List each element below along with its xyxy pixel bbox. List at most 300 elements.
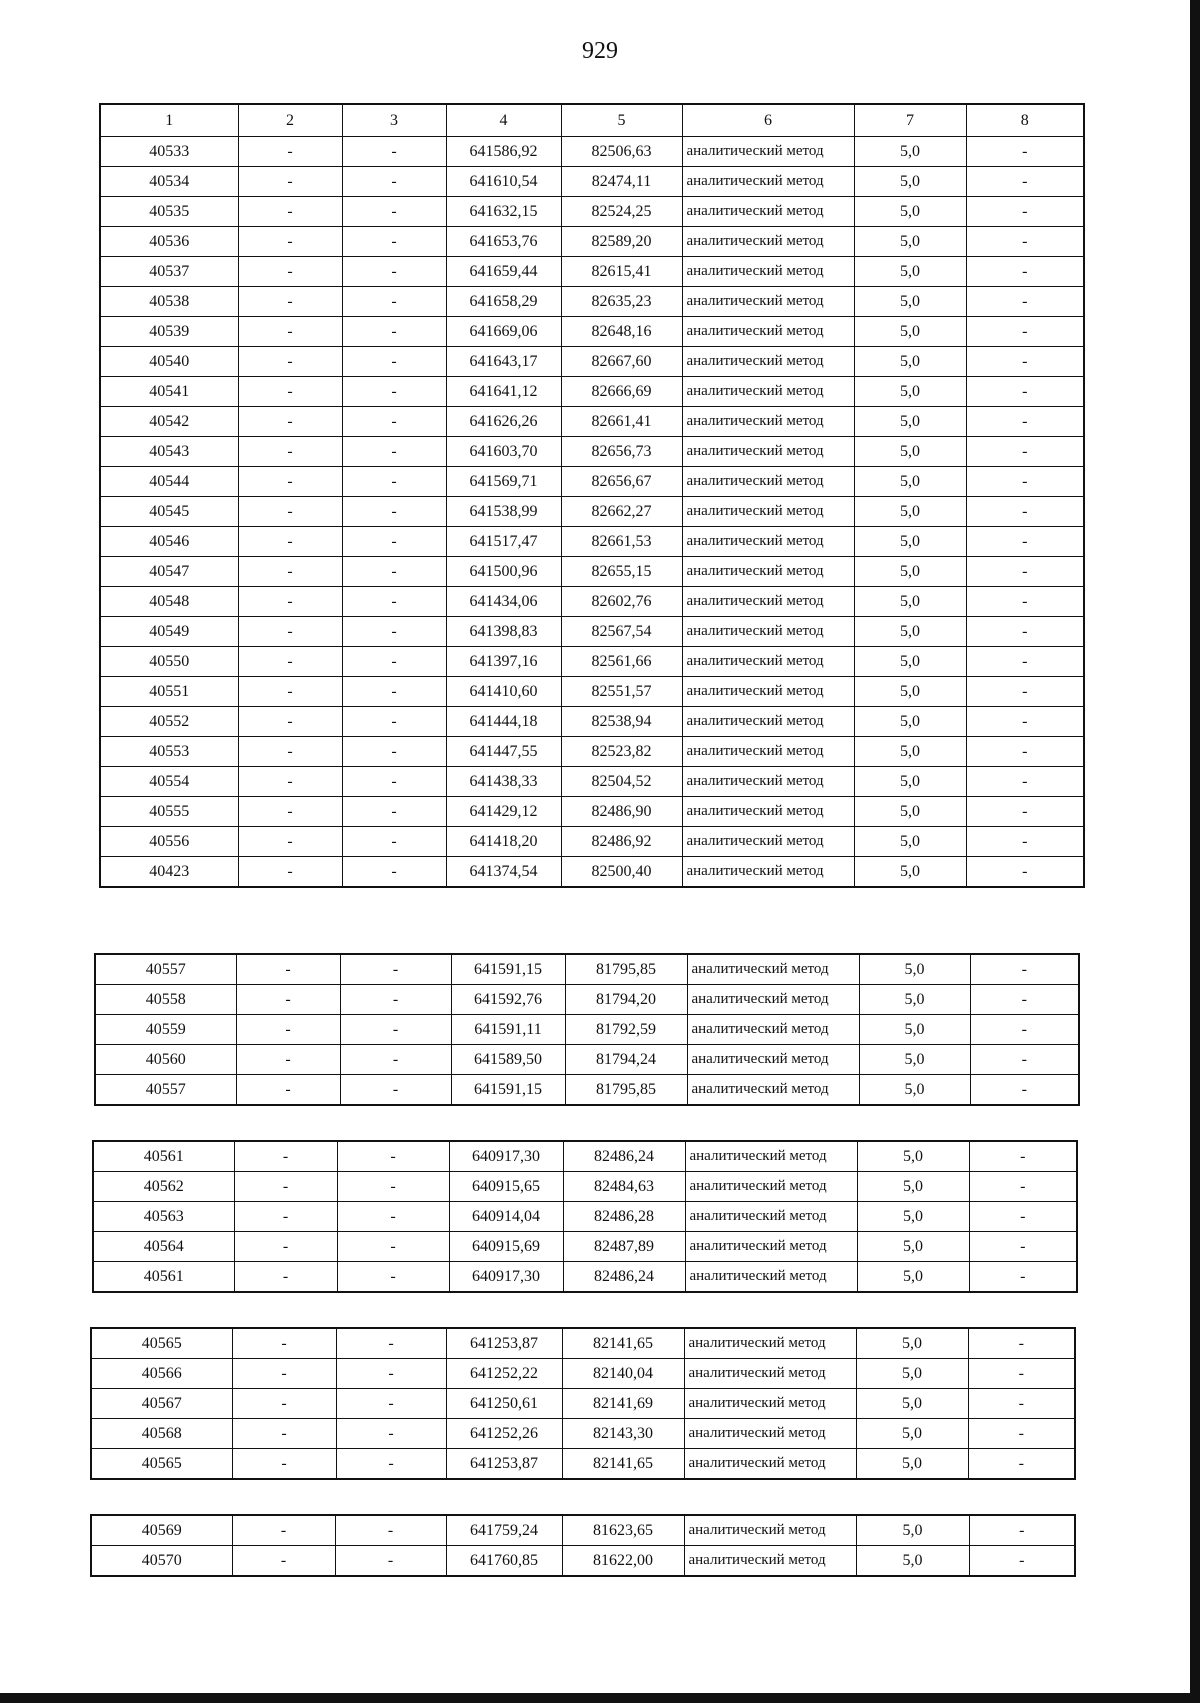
table-cell: - xyxy=(238,287,342,317)
table-cell: аналитический метод xyxy=(685,1172,857,1202)
table-cell: 641444,18 xyxy=(446,707,561,737)
table-cell: аналитический метод xyxy=(682,647,854,677)
table-cell: - xyxy=(969,1546,1075,1577)
column-header: 2 xyxy=(238,104,342,137)
table-cell: 82500,40 xyxy=(561,857,682,888)
table-cell: - xyxy=(966,797,1084,827)
table-cell: 40559 xyxy=(95,1015,236,1045)
table-cell: - xyxy=(969,1232,1077,1262)
table-cell: - xyxy=(234,1202,337,1232)
table-cell: аналитический метод xyxy=(685,1232,857,1262)
table-cell: 641253,87 xyxy=(446,1328,562,1359)
table-cell: - xyxy=(238,437,342,467)
table-row xyxy=(100,287,1084,317)
table-cell: 40536 xyxy=(100,227,238,257)
table-cell: - xyxy=(342,857,446,888)
table-cell: - xyxy=(966,767,1084,797)
table-cell: аналитический метод xyxy=(684,1328,856,1359)
table-row xyxy=(91,1449,1075,1480)
table-cell: 40565 xyxy=(91,1328,232,1359)
table-row xyxy=(100,467,1084,497)
table-cell: - xyxy=(236,1045,340,1075)
table-cell: 5,0 xyxy=(856,1449,968,1480)
table-cell: - xyxy=(342,767,446,797)
table-cell: - xyxy=(966,167,1084,197)
table-row xyxy=(93,1202,1077,1232)
table-cell: 5,0 xyxy=(854,647,966,677)
table-cell: - xyxy=(238,497,342,527)
table-cell: - xyxy=(342,197,446,227)
table-row xyxy=(100,707,1084,737)
table-cell: - xyxy=(968,1449,1075,1480)
table-cell: аналитический метод xyxy=(684,1449,856,1480)
table-cell: аналитический метод xyxy=(682,767,854,797)
table-cell: 40550 xyxy=(100,647,238,677)
table-cell: аналитический метод xyxy=(684,1359,856,1389)
table-cell: - xyxy=(342,827,446,857)
table-cell: 641500,96 xyxy=(446,557,561,587)
table-cell: аналитический метод xyxy=(682,137,854,167)
scan-border-bottom xyxy=(0,1693,1200,1703)
table-cell: 5,0 xyxy=(854,617,966,647)
table-cell: 5,0 xyxy=(854,167,966,197)
table-cell: 5,0 xyxy=(854,197,966,227)
table-cell: 40557 xyxy=(95,1075,236,1106)
table-cell: 641659,44 xyxy=(446,257,561,287)
table-cell: 81622,00 xyxy=(562,1546,684,1577)
table-cell: 40534 xyxy=(100,167,238,197)
table-cell: - xyxy=(232,1389,336,1419)
table-cell: 40548 xyxy=(100,587,238,617)
table-cell: 82589,20 xyxy=(561,227,682,257)
table-cell: 641760,85 xyxy=(446,1546,562,1577)
table-cell: 82615,41 xyxy=(561,257,682,287)
table-row xyxy=(100,827,1084,857)
table-row xyxy=(100,137,1084,167)
table-cell: - xyxy=(238,857,342,888)
table-cell: 641429,12 xyxy=(446,797,561,827)
column-header: 3 xyxy=(342,104,446,137)
table-row xyxy=(100,677,1084,707)
table-cell: 641658,29 xyxy=(446,287,561,317)
table-row xyxy=(93,1172,1077,1202)
table-row xyxy=(100,797,1084,827)
table-cell: аналитический метод xyxy=(682,257,854,287)
table-cell: аналитический метод xyxy=(682,557,854,587)
table-cell: 5,0 xyxy=(854,737,966,767)
table-cell: 40567 xyxy=(91,1389,232,1419)
table-cell: 5,0 xyxy=(854,287,966,317)
table-cell: 5,0 xyxy=(856,1419,968,1449)
table-cell: - xyxy=(970,1015,1079,1045)
table-row xyxy=(91,1328,1075,1359)
table-cell: - xyxy=(336,1328,446,1359)
table-cell: 5,0 xyxy=(854,677,966,707)
table-cell: - xyxy=(238,677,342,707)
table-cell: 641669,06 xyxy=(446,317,561,347)
table-cell: аналитический метод xyxy=(682,737,854,767)
table-cell: 641592,76 xyxy=(451,985,565,1015)
table-cell: - xyxy=(340,954,451,985)
table-cell: - xyxy=(342,737,446,767)
table-cell: 40555 xyxy=(100,797,238,827)
table-row xyxy=(100,857,1084,888)
table-cell: 640917,30 xyxy=(449,1262,563,1293)
table-cell: - xyxy=(966,707,1084,737)
table-cell: 82140,04 xyxy=(562,1359,684,1389)
table-cell: 40547 xyxy=(100,557,238,587)
table-cell: - xyxy=(340,1045,451,1075)
table-cell: 641569,71 xyxy=(446,467,561,497)
column-header: 1 xyxy=(100,104,238,137)
table-cell: - xyxy=(966,377,1084,407)
table-cell: 82551,57 xyxy=(561,677,682,707)
table-row xyxy=(100,317,1084,347)
table-cell: аналитический метод xyxy=(687,985,859,1015)
table-cell: аналитический метод xyxy=(682,407,854,437)
table-row xyxy=(95,1015,1079,1045)
table-cell: - xyxy=(968,1328,1075,1359)
table-row xyxy=(95,1075,1079,1106)
table-cell: - xyxy=(232,1449,336,1480)
table-cell: 82655,15 xyxy=(561,557,682,587)
table-cell: - xyxy=(340,1075,451,1106)
table-cell: аналитический метод xyxy=(685,1262,857,1293)
table-cell: - xyxy=(335,1515,446,1546)
table-cell: - xyxy=(336,1359,446,1389)
table-cell: 40561 xyxy=(93,1141,234,1172)
table-cell: - xyxy=(966,137,1084,167)
table-cell: - xyxy=(234,1262,337,1293)
table-cell: 40564 xyxy=(93,1232,234,1262)
table-cell: - xyxy=(342,587,446,617)
table-cell: 641591,15 xyxy=(451,1075,565,1106)
table-cell: 641538,99 xyxy=(446,497,561,527)
table-cell: 640915,69 xyxy=(449,1232,563,1262)
table-cell: 5,0 xyxy=(854,527,966,557)
table-row xyxy=(100,557,1084,587)
table-cell: 82523,82 xyxy=(561,737,682,767)
table-row xyxy=(93,1262,1077,1293)
table-cell: 641438,33 xyxy=(446,767,561,797)
table-cell: 5,0 xyxy=(854,857,966,888)
table-cell: 640914,04 xyxy=(449,1202,563,1232)
page-number: 929 xyxy=(582,38,618,64)
table-cell: - xyxy=(966,617,1084,647)
table-cell: - xyxy=(337,1202,449,1232)
table-cell: - xyxy=(966,257,1084,287)
table-cell: - xyxy=(340,985,451,1015)
table-cell: аналитический метод xyxy=(682,707,854,737)
table-cell: - xyxy=(238,317,342,347)
table-cell: 82141,69 xyxy=(562,1389,684,1419)
table-cell: 640917,30 xyxy=(449,1141,563,1172)
table-cell: 641591,15 xyxy=(451,954,565,985)
table-cell: 5,0 xyxy=(857,1172,969,1202)
table-cell: - xyxy=(342,437,446,467)
table-cell: - xyxy=(234,1141,337,1172)
table-cell: - xyxy=(238,527,342,557)
table-cell: - xyxy=(238,737,342,767)
column-header: 8 xyxy=(966,104,1084,137)
table-cell: - xyxy=(238,617,342,647)
table-cell: - xyxy=(966,857,1084,888)
table-cell: - xyxy=(966,197,1084,227)
table-cell: - xyxy=(966,647,1084,677)
table-cell: аналитический метод xyxy=(682,827,854,857)
table-cell: 81795,85 xyxy=(565,1075,687,1106)
table-cell: аналитический метод xyxy=(682,617,854,647)
table-cell: - xyxy=(238,197,342,227)
table-cell: - xyxy=(238,227,342,257)
table-cell: 40540 xyxy=(100,347,238,377)
table-cell: 641586,92 xyxy=(446,137,561,167)
table-cell: - xyxy=(342,497,446,527)
table-cell: - xyxy=(966,227,1084,257)
table-cell: 5,0 xyxy=(859,1015,970,1045)
table-cell: аналитический метод xyxy=(684,1515,856,1546)
table-cell: 40533 xyxy=(100,137,238,167)
table-cell: 5,0 xyxy=(857,1262,969,1293)
table-cell: - xyxy=(969,1262,1077,1293)
table-row xyxy=(100,497,1084,527)
table-cell: - xyxy=(342,227,446,257)
table-row xyxy=(100,407,1084,437)
table-cell: 641410,60 xyxy=(446,677,561,707)
table-cell: 82474,11 xyxy=(561,167,682,197)
table-cell: - xyxy=(238,137,342,167)
table-cell: 641250,61 xyxy=(446,1389,562,1419)
table-row xyxy=(100,617,1084,647)
table-cell: - xyxy=(970,1045,1079,1075)
table-cell: - xyxy=(966,527,1084,557)
table-cell: 82567,54 xyxy=(561,617,682,647)
table-cell: 5,0 xyxy=(856,1546,969,1577)
coordinates-table-block-5 xyxy=(90,1514,1076,1577)
table-row xyxy=(100,167,1084,197)
table-row xyxy=(100,527,1084,557)
table-cell: - xyxy=(966,737,1084,767)
table-cell: - xyxy=(238,797,342,827)
table-cell: 81794,24 xyxy=(565,1045,687,1075)
table-cell: 82486,24 xyxy=(563,1141,685,1172)
table-cell: - xyxy=(966,287,1084,317)
table-cell: 82141,65 xyxy=(562,1449,684,1480)
table-cell: 81623,65 xyxy=(562,1515,684,1546)
table-cell: 641626,26 xyxy=(446,407,561,437)
table-cell: аналитический метод xyxy=(682,287,854,317)
table-row xyxy=(95,985,1079,1015)
column-header: 6 xyxy=(682,104,854,137)
table-cell: - xyxy=(966,677,1084,707)
table-cell: аналитический метод xyxy=(685,1202,857,1232)
table-row xyxy=(100,197,1084,227)
table-cell: 5,0 xyxy=(859,954,970,985)
table-cell: 82662,27 xyxy=(561,497,682,527)
table-cell: 641434,06 xyxy=(446,587,561,617)
table-cell: - xyxy=(337,1141,449,1172)
table-cell: 40565 xyxy=(91,1449,232,1480)
table-cell: 82661,41 xyxy=(561,407,682,437)
table-cell: 40552 xyxy=(100,707,238,737)
table-cell: аналитический метод xyxy=(682,797,854,827)
table-cell: - xyxy=(335,1546,446,1577)
table-cell: 5,0 xyxy=(854,137,966,167)
table-cell: - xyxy=(968,1419,1075,1449)
table-cell: аналитический метод xyxy=(682,437,854,467)
table-cell: - xyxy=(342,287,446,317)
table-cell: 82538,94 xyxy=(561,707,682,737)
table-cell: - xyxy=(966,467,1084,497)
table-cell: 5,0 xyxy=(857,1202,969,1232)
coordinates-table-block-3 xyxy=(92,1140,1078,1293)
table-cell: 40556 xyxy=(100,827,238,857)
table-cell: 5,0 xyxy=(856,1389,968,1419)
table-cell: аналитический метод xyxy=(684,1419,856,1449)
table-cell: - xyxy=(232,1419,336,1449)
table-cell: 641591,11 xyxy=(451,1015,565,1045)
table-cell: 40560 xyxy=(95,1045,236,1075)
table-cell: 82506,63 xyxy=(561,137,682,167)
table-row xyxy=(100,257,1084,287)
table-cell: - xyxy=(968,1359,1075,1389)
table-cell: - xyxy=(238,347,342,377)
table-cell: - xyxy=(342,407,446,437)
table-cell: 5,0 xyxy=(856,1328,968,1359)
table-row xyxy=(100,587,1084,617)
table-cell: 82143,30 xyxy=(562,1419,684,1449)
table-cell: 82648,16 xyxy=(561,317,682,347)
table-row xyxy=(100,647,1084,677)
table-cell: - xyxy=(238,557,342,587)
table-cell: - xyxy=(238,647,342,677)
table-cell: - xyxy=(238,377,342,407)
column-header: 5 xyxy=(561,104,682,137)
table-cell: - xyxy=(238,587,342,617)
table-cell: аналитический метод xyxy=(682,347,854,377)
table-cell: 40546 xyxy=(100,527,238,557)
table-cell: 5,0 xyxy=(859,1045,970,1075)
table-cell: - xyxy=(238,407,342,437)
scan-border-right xyxy=(1190,0,1200,1703)
table-cell: 82484,63 xyxy=(563,1172,685,1202)
coordinates-table-block-4 xyxy=(90,1327,1076,1480)
table-cell: 40549 xyxy=(100,617,238,647)
table-cell: 40563 xyxy=(93,1202,234,1232)
table-row xyxy=(100,767,1084,797)
table-cell: - xyxy=(337,1232,449,1262)
table-cell: 82635,23 xyxy=(561,287,682,317)
table-cell: 5,0 xyxy=(859,985,970,1015)
table-cell: - xyxy=(238,707,342,737)
table-cell: - xyxy=(337,1172,449,1202)
table-row xyxy=(93,1232,1077,1262)
table-cell: - xyxy=(236,954,340,985)
table-cell: 641517,47 xyxy=(446,527,561,557)
table-cell: - xyxy=(236,1015,340,1045)
table-cell: - xyxy=(340,1015,451,1045)
table-cell: 641252,26 xyxy=(446,1419,562,1449)
table-cell: - xyxy=(969,1515,1075,1546)
table-cell: 5,0 xyxy=(854,467,966,497)
table-cell: 641253,87 xyxy=(446,1449,562,1480)
table-cell: 5,0 xyxy=(854,437,966,467)
table-row xyxy=(100,377,1084,407)
table-cell: 641374,54 xyxy=(446,857,561,888)
table-cell: 5,0 xyxy=(856,1515,969,1546)
table-cell: - xyxy=(336,1419,446,1449)
table-row xyxy=(95,1045,1079,1075)
table-cell: 40551 xyxy=(100,677,238,707)
table-cell: - xyxy=(342,467,446,497)
table-cell: аналитический метод xyxy=(687,1015,859,1045)
table-cell: - xyxy=(966,347,1084,377)
table-cell: - xyxy=(342,677,446,707)
table-row xyxy=(91,1419,1075,1449)
table-cell: аналитический метод xyxy=(682,227,854,257)
table-cell: - xyxy=(969,1141,1077,1172)
table-cell: аналитический метод xyxy=(682,467,854,497)
table-cell: 40423 xyxy=(100,857,238,888)
table-cell: 40544 xyxy=(100,467,238,497)
table-row xyxy=(93,1141,1077,1172)
table-cell: - xyxy=(970,954,1079,985)
column-header: 7 xyxy=(854,104,966,137)
table-cell: - xyxy=(342,167,446,197)
table-cell: 641641,12 xyxy=(446,377,561,407)
table-cell: 40553 xyxy=(100,737,238,767)
table-cell: аналитический метод xyxy=(682,167,854,197)
table-cell: 641589,50 xyxy=(451,1045,565,1075)
table-cell: 5,0 xyxy=(854,377,966,407)
table-cell: - xyxy=(966,827,1084,857)
table-cell: - xyxy=(966,437,1084,467)
table-cell: - xyxy=(966,557,1084,587)
table-cell: 5,0 xyxy=(854,557,966,587)
table-cell: 5,0 xyxy=(856,1359,968,1389)
table-cell: - xyxy=(336,1449,446,1480)
table-cell: 40558 xyxy=(95,985,236,1015)
table-cell: 641447,55 xyxy=(446,737,561,767)
table-cell: 5,0 xyxy=(854,827,966,857)
table-cell: аналитический метод xyxy=(682,197,854,227)
table-row xyxy=(91,1389,1075,1419)
table-cell: 82667,60 xyxy=(561,347,682,377)
table-cell: - xyxy=(968,1389,1075,1419)
table-cell: 82666,69 xyxy=(561,377,682,407)
table-cell: аналитический метод xyxy=(682,587,854,617)
table-cell: аналитический метод xyxy=(682,497,854,527)
table-cell: - xyxy=(966,497,1084,527)
table-cell: 5,0 xyxy=(854,227,966,257)
table-cell: - xyxy=(342,527,446,557)
table-cell: 5,0 xyxy=(859,1075,970,1106)
table-cell: аналитический метод xyxy=(682,677,854,707)
table-cell: 40566 xyxy=(91,1359,232,1389)
table-row xyxy=(100,437,1084,467)
table-cell: 82486,24 xyxy=(563,1262,685,1293)
table-cell: 641398,83 xyxy=(446,617,561,647)
table-cell: 40569 xyxy=(91,1515,232,1546)
table-cell: 5,0 xyxy=(854,317,966,347)
table-cell: - xyxy=(342,617,446,647)
table-cell: - xyxy=(342,347,446,377)
table-cell: 5,0 xyxy=(857,1141,969,1172)
table-cell: 641397,16 xyxy=(446,647,561,677)
table-cell: 40557 xyxy=(95,954,236,985)
table-cell: 641643,17 xyxy=(446,347,561,377)
table-cell: 5,0 xyxy=(854,257,966,287)
